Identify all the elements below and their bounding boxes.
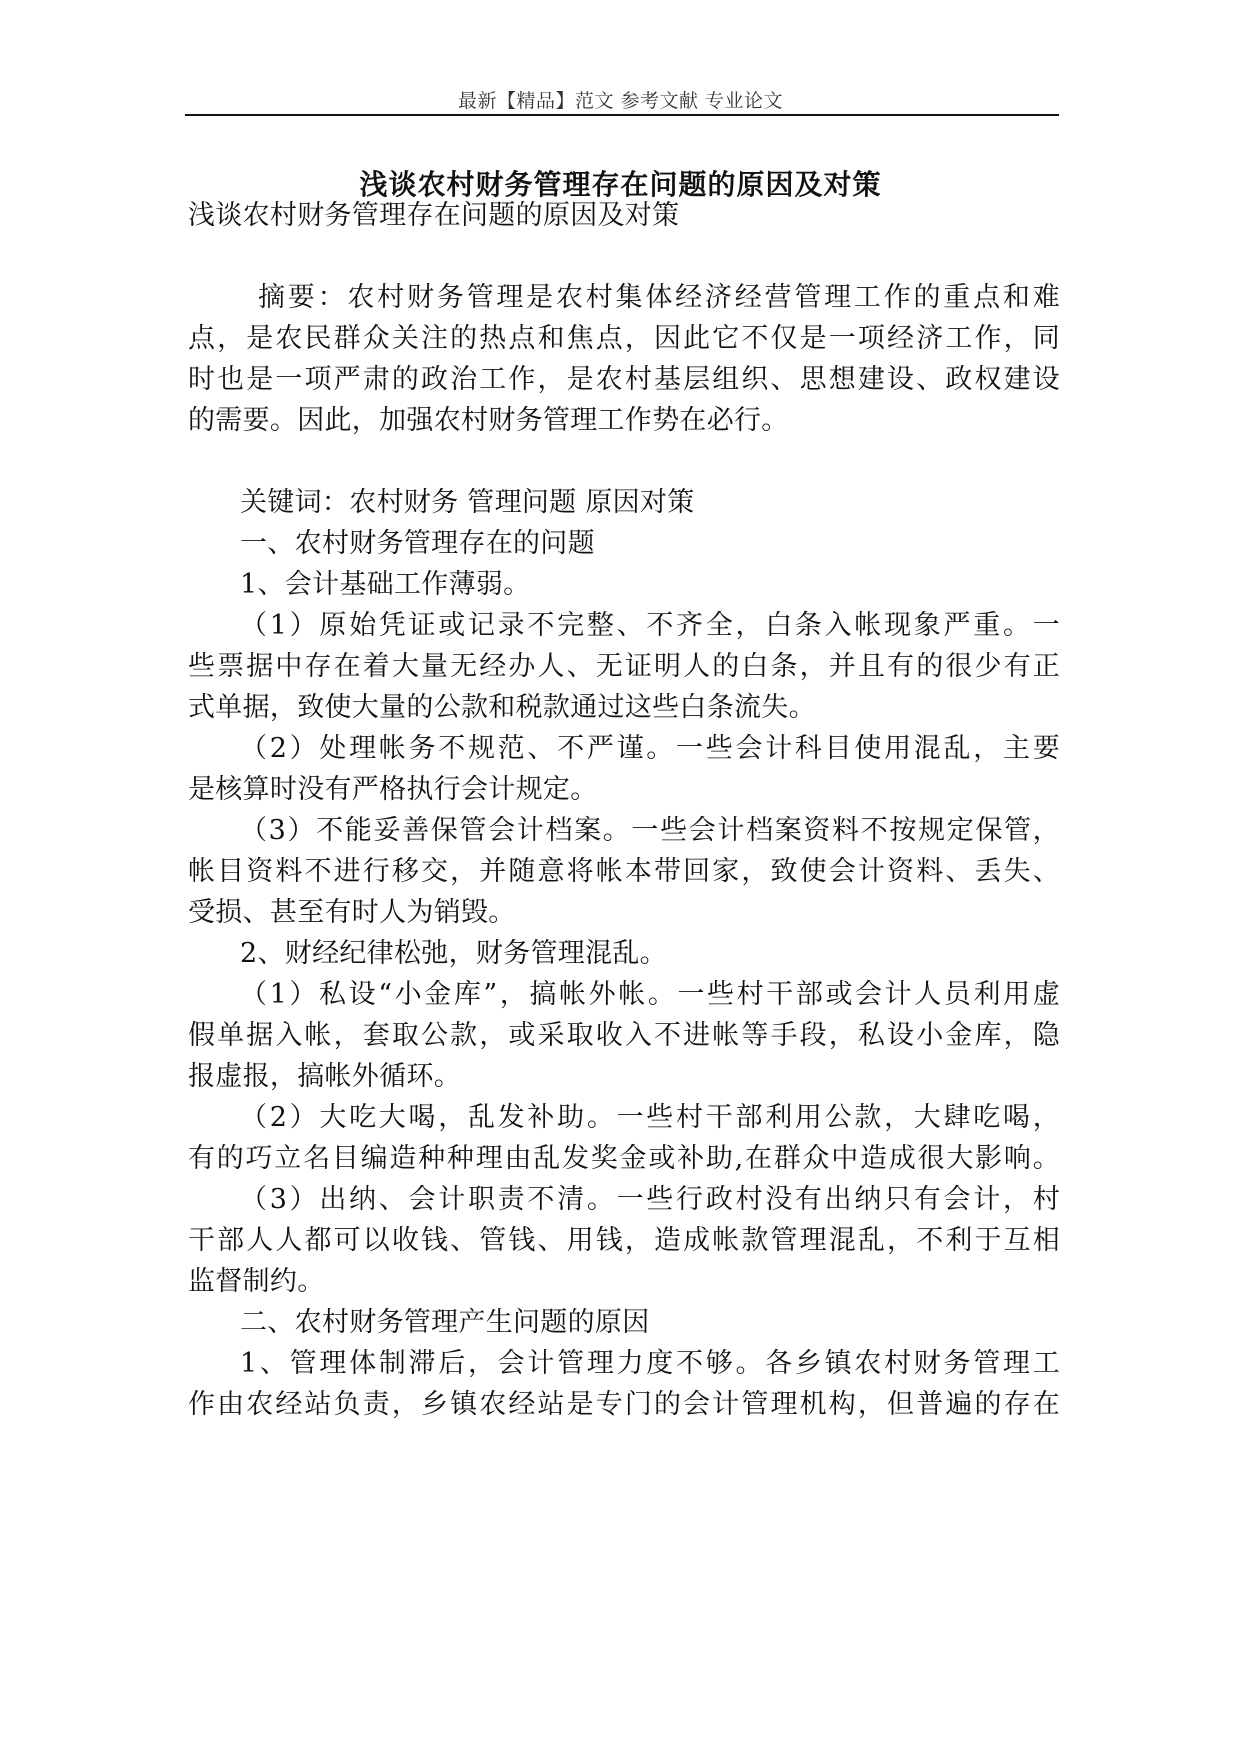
paragraph-line: 时也是一项严肃的政治工作，是农村基层组织、思想建设、政权建设 (188, 364, 1060, 395)
paragraph-line: （2）大吃大喝，乱发补助。一些村干部利用公款，大肆吃喝， (240, 1102, 1060, 1133)
paragraph-line: 作由农经站负责，乡镇农经站是专门的会计管理机构，但普遍的存在 (188, 1389, 1060, 1420)
paragraph-line: 受损、甚至有时人为销毁。 (188, 897, 516, 928)
section-heading: 二、农村财务管理产生问题的原因 (240, 1307, 650, 1338)
keywords-line: 关键词：农村财务 管理问题 原因对策 (240, 487, 695, 518)
paragraph-line: 帐目资料不进行移交，并随意将帐本带回家，致使会计资料、丢失、 (188, 856, 1060, 887)
subtitle-line: 浅谈农村财务管理存在问题的原因及对策 (188, 200, 680, 231)
subsection-heading: 1、会计基础工作薄弱。 (240, 569, 531, 600)
paragraph-line: 的需要。因此，加强农村财务管理工作势在必行。 (188, 405, 789, 436)
header-divider (185, 114, 1059, 116)
paragraph-line: 报虚报，搞帐外循环。 (188, 1061, 461, 1092)
paragraph-line: 摘要：农村财务管理是农村集体经济经营管理工作的重点和难 (258, 282, 1060, 313)
paragraph-line: 点，是农民群众关注的热点和焦点，因此它不仅是一项经济工作，同 (188, 323, 1060, 354)
paragraph-line: （1）私设“小金库”，搞帐外帐。一些村干部或会计人员利用虚 (240, 979, 1060, 1010)
paragraph-line: 干部人人都可以收钱、管钱、用钱，造成帐款管理混乱，不利于互相 (188, 1225, 1060, 1256)
paragraph-line: 监督制约。 (188, 1266, 325, 1297)
section-heading: 一、农村财务管理存在的问题 (240, 528, 595, 559)
paragraph-line: 式单据，致使大量的公款和税款通过这些白条流失。 (188, 692, 816, 723)
paragraph-line: 假单据入帐，套取公款，或采取收入不进帐等手段，私设小金库，隐 (188, 1020, 1060, 1051)
paragraph-line: （3）不能妥善保管会计档案。一些会计档案资料不按规定保管， (240, 815, 1060, 846)
paragraph-line: 些票据中存在着大量无经办人、无证明人的白条，并且有的很少有正 (188, 651, 1060, 682)
paragraph-line: （2）处理帐务不规范、不严谨。一些会计科目使用混乱，主要 (240, 733, 1060, 764)
paragraph-line: 1、管理体制滞后，会计管理力度不够。各乡镇农村财务管理工 (240, 1348, 1060, 1379)
paragraph-line: （3）出纳、会计职责不清。一些行政村没有出纳只有会计，村 (240, 1184, 1060, 1215)
paragraph-line: 有的巧立名目编造种种理由乱发奖金或补助,在群众中造成很大影响。 (188, 1143, 1060, 1174)
document-title: 浅谈农村财务管理存在问题的原因及对策 (359, 168, 882, 201)
page-header: 最新【精品】范文 参考文献 专业论文 (457, 90, 784, 112)
paragraph-line: 是核算时没有严格执行会计规定。 (188, 774, 598, 805)
subsection-heading: 2、财经纪律松弛，财务管理混乱。 (240, 938, 667, 969)
paragraph-line: （1）原始凭证或记录不完整、不齐全，白条入帐现象严重。一 (240, 610, 1060, 641)
